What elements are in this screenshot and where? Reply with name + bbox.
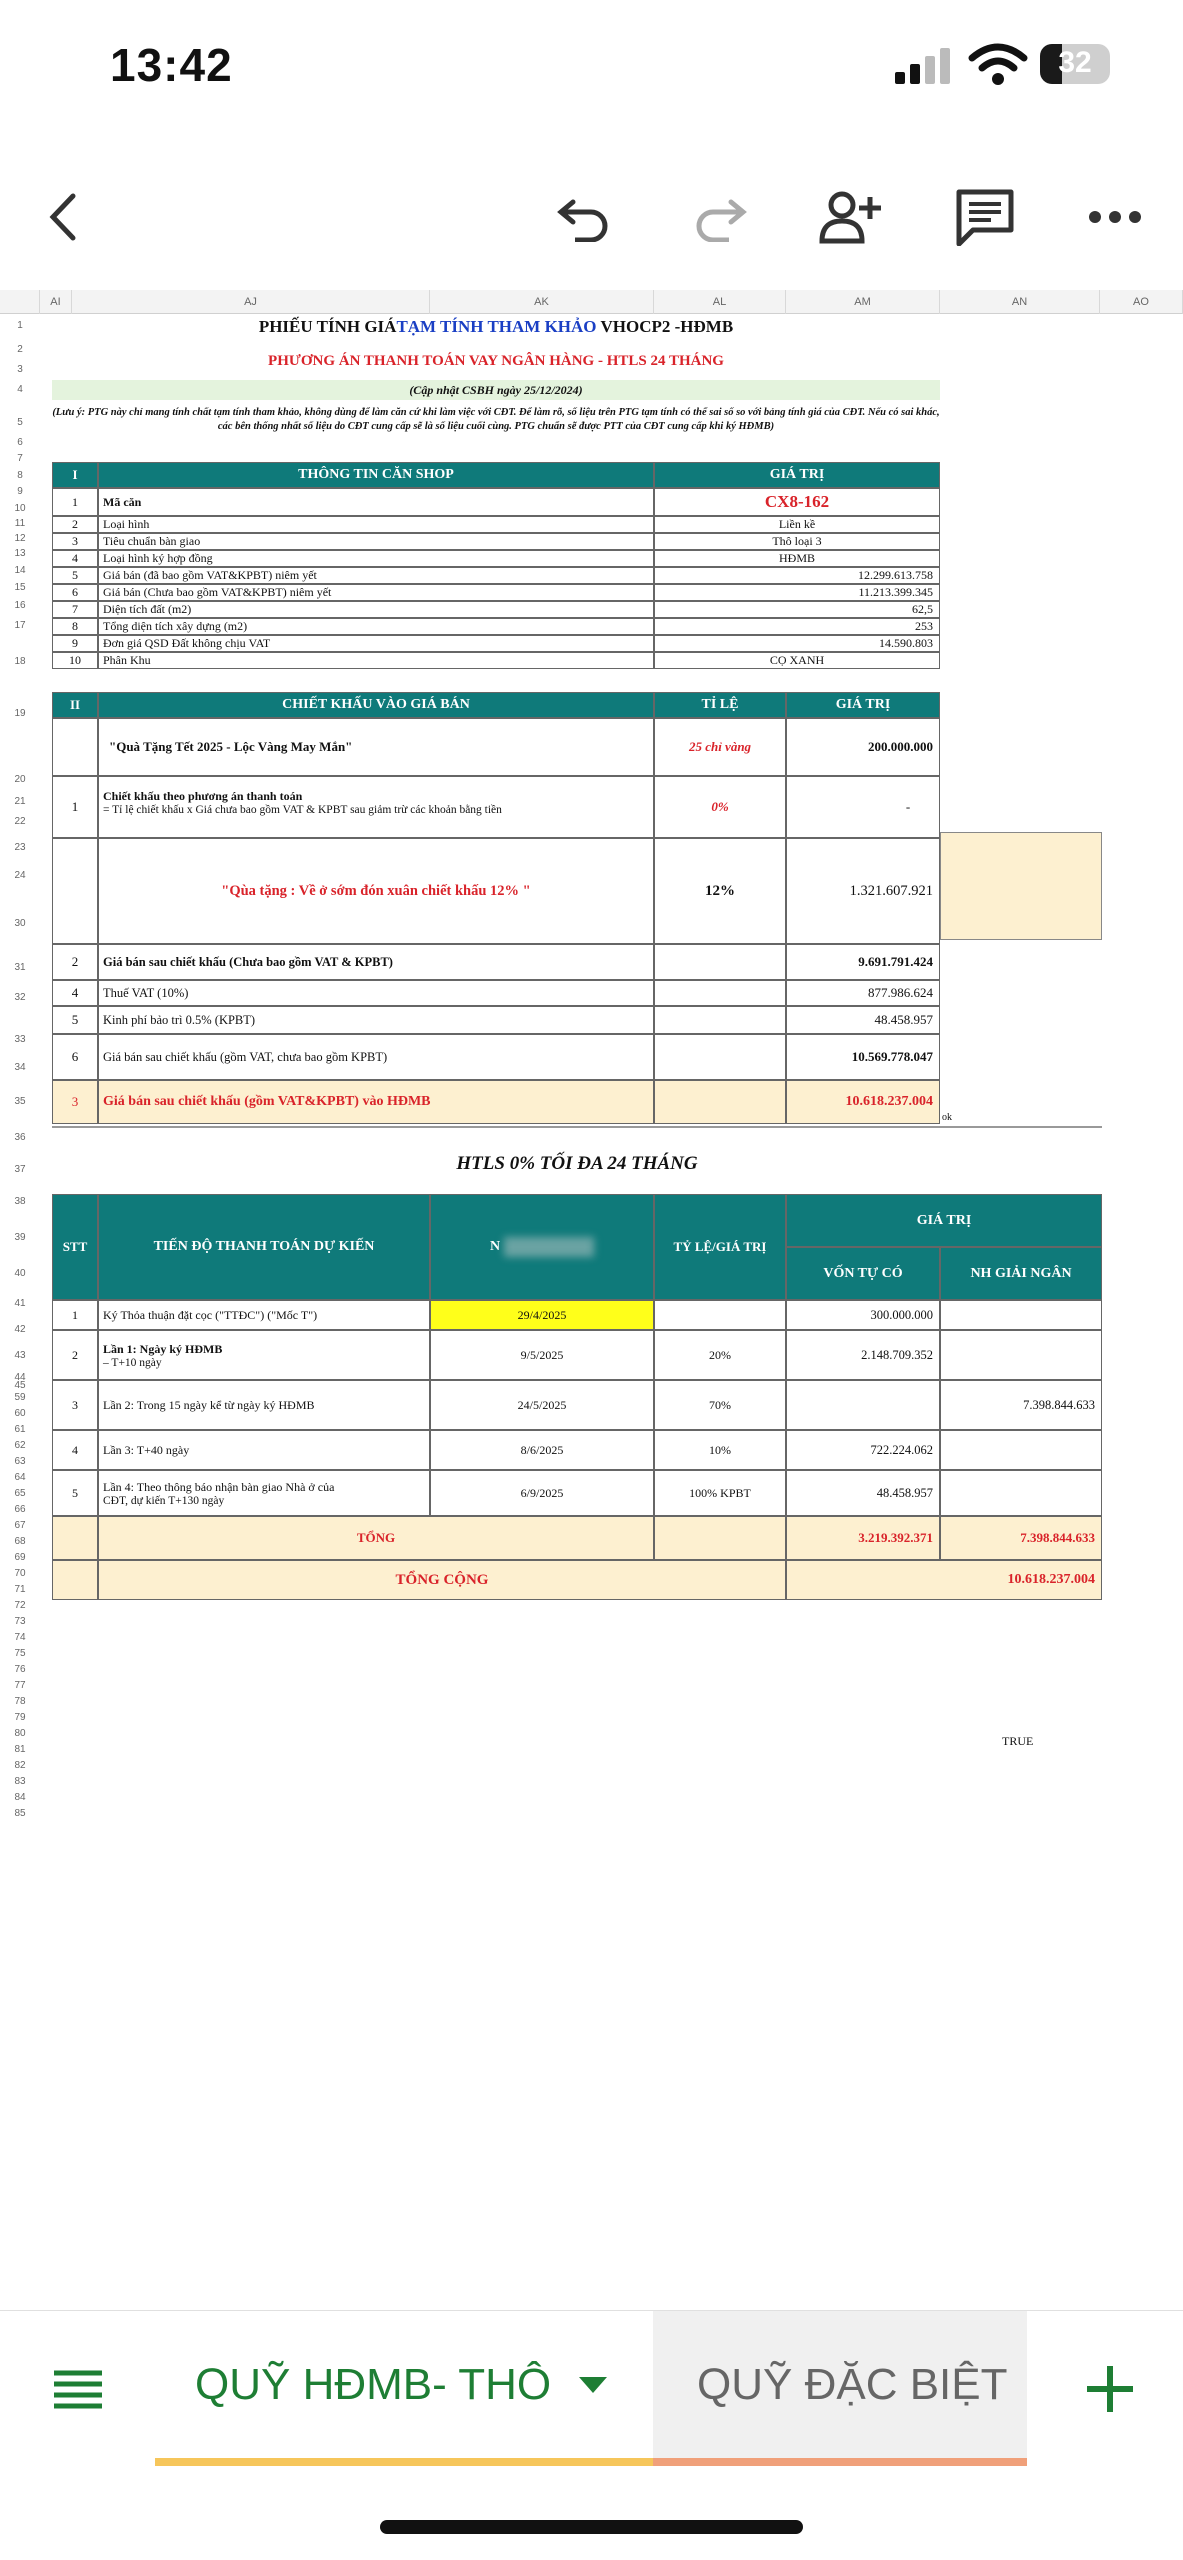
pay-discount-label: Chiết khấu theo phương án thanh toán bbox=[103, 789, 303, 803]
gift-rate: 25 chỉ vàng bbox=[654, 718, 786, 776]
rate-header: TỈ LỆ bbox=[654, 692, 786, 718]
date-header-text: N bbox=[489, 1239, 501, 1254]
info-row-value: 12.299.613.758 bbox=[654, 567, 940, 584]
section-2-header: CHIẾT KHẤU VÀO GIÁ BÁN bbox=[98, 692, 654, 718]
row-number[interactable]: 6 bbox=[17, 437, 23, 448]
info-row-label: Loại hình ký hợp đồng bbox=[98, 550, 654, 567]
battery-indicator bbox=[1040, 44, 1110, 84]
row-number[interactable]: 4 bbox=[17, 384, 23, 395]
row-number[interactable]: 65 bbox=[14, 1488, 26, 1499]
row-number[interactable]: 1 bbox=[17, 320, 23, 331]
info-row-label: Mã căn bbox=[98, 488, 654, 516]
column-header[interactable]: AK bbox=[430, 290, 654, 314]
grand-total-value: 10.618.237.004 bbox=[786, 1560, 1102, 1600]
row-number[interactable]: 81 bbox=[14, 1744, 26, 1755]
schedule-row-date[interactable]: 29/4/2025 bbox=[430, 1300, 654, 1330]
row-number[interactable]: 5 bbox=[17, 417, 23, 428]
schedule-row-date[interactable]: 6/9/2025 bbox=[430, 1470, 654, 1516]
info-row-label: Diện tích đất (m2) bbox=[98, 601, 654, 618]
info-row-num: 5 bbox=[52, 567, 98, 584]
row-number[interactable]: 63 bbox=[14, 1456, 26, 1467]
row-number[interactable]: 22 bbox=[14, 816, 26, 827]
true-cell[interactable]: TRUE bbox=[1002, 1734, 1034, 1748]
row-number[interactable]: 75 bbox=[14, 1648, 26, 1659]
column-header[interactable]: AL bbox=[654, 290, 786, 314]
row-number[interactable]: 31 bbox=[14, 962, 26, 973]
after-row-label: Giá bán sau chiết khấu (gồm VAT, chưa bao gồm KPBT) bbox=[98, 1034, 654, 1080]
column-header[interactable]: AI bbox=[40, 290, 72, 314]
undo-icon bbox=[557, 192, 613, 242]
early-gift-rate: 12% bbox=[654, 838, 786, 944]
info-row-label: Tiêu chuẩn bàn giao bbox=[98, 533, 654, 550]
undo-button[interactable] bbox=[550, 182, 620, 252]
pay-discount-num: 1 bbox=[52, 776, 98, 838]
section-1-header: THÔNG TIN CĂN SHOP bbox=[98, 462, 654, 488]
row-number[interactable]: 80 bbox=[14, 1728, 26, 1739]
schedule-row-label: Lần 4: Theo thông báo nhận bàn giao Nhà ở của bbox=[103, 1479, 335, 1494]
comment-button[interactable] bbox=[950, 182, 1020, 252]
row-number[interactable]: 38 bbox=[14, 1196, 26, 1207]
pay-discount-sub: = Tỉ lệ chiết khấu x Giá chưa bao gồm VAT & KPBT sau giảm trừ các khoản bằng tiền bbox=[103, 804, 502, 816]
after-row-value: 48.458.957 bbox=[786, 1006, 940, 1034]
schedule-row-own: 2.148.709.352 bbox=[786, 1330, 940, 1380]
row-number[interactable]: 15 bbox=[14, 582, 26, 593]
row-number[interactable]: 61 bbox=[14, 1424, 26, 1435]
person-add-icon bbox=[818, 189, 884, 245]
row-number[interactable]: 67 bbox=[14, 1520, 26, 1531]
schedule-row-date[interactable]: 8/6/2025 bbox=[430, 1430, 654, 1470]
after-row-rate bbox=[654, 1006, 786, 1034]
after-row-value: 9.691.791.424 bbox=[786, 944, 940, 980]
date-header bbox=[430, 1194, 654, 1300]
schedule-row-label: Lần 2: Trong 15 ngày kể từ ngày ký HĐMB bbox=[103, 1397, 315, 1412]
row-number[interactable]: 21 bbox=[14, 796, 26, 807]
value-header: GIÁ TRỊ bbox=[786, 1194, 1102, 1247]
info-row-num: 1 bbox=[52, 488, 98, 516]
row-number[interactable]: 17 bbox=[14, 620, 26, 631]
total-num-cell bbox=[52, 1516, 98, 1560]
pay-discount-cell bbox=[98, 776, 654, 838]
info-row-label: Phân Khu bbox=[98, 652, 654, 669]
row-number[interactable]: 42 bbox=[14, 1324, 26, 1335]
more-button[interactable] bbox=[1080, 182, 1150, 252]
row-number[interactable]: 71 bbox=[14, 1584, 26, 1595]
title-prefix: PHIẾU TÍNH GIÁ bbox=[258, 317, 397, 336]
tab-2-label: QUỸ ĐẶC BIỆT bbox=[697, 2359, 1008, 2409]
after-row-num: 2 bbox=[52, 944, 98, 980]
schedule-row-num: 4 bbox=[52, 1430, 98, 1470]
row-number[interactable]: 12 bbox=[14, 533, 26, 544]
tab-1-label: QUỸ HĐMB- THÔ bbox=[195, 2359, 552, 2409]
row-number[interactable]: 84 bbox=[14, 1792, 26, 1803]
row-number[interactable]: 14 bbox=[14, 565, 26, 576]
corner-cell bbox=[0, 290, 40, 314]
add-sheet-button[interactable] bbox=[1060, 2311, 1160, 2466]
schedule-row-num: 5 bbox=[52, 1470, 98, 1516]
rate-value-header: TỶ LỆ/GIÁ TRỊ bbox=[654, 1194, 786, 1300]
schedule-row-date[interactable]: 24/5/2025 bbox=[430, 1380, 654, 1430]
info-row-value: CX8-162 bbox=[654, 488, 940, 516]
cellular-signal-icon bbox=[895, 48, 951, 84]
sheet-title bbox=[52, 312, 940, 342]
clock: 13:42 bbox=[110, 39, 233, 91]
info-row-num: 10 bbox=[52, 652, 98, 669]
row-number[interactable]: 20 bbox=[14, 774, 26, 785]
column-header[interactable]: AM bbox=[786, 290, 940, 314]
info-row-num: 4 bbox=[52, 550, 98, 567]
info-row-value: Thô loại 3 bbox=[654, 533, 940, 550]
total-bank: 7.398.844.633 bbox=[940, 1516, 1102, 1560]
row-number[interactable]: 2 bbox=[17, 344, 23, 355]
section-2-number: II bbox=[52, 692, 98, 718]
chevron-left-icon bbox=[45, 192, 85, 242]
row-number[interactable]: 68 bbox=[14, 1536, 26, 1547]
info-row-label: Loại hình bbox=[98, 516, 654, 533]
schedule-row-bank bbox=[940, 1430, 1102, 1470]
info-row-num: 2 bbox=[52, 516, 98, 533]
schedule-row-own bbox=[786, 1380, 940, 1430]
row-number[interactable]: 44 bbox=[14, 1372, 26, 1383]
row-number[interactable]: 73 bbox=[14, 1616, 26, 1627]
row-number[interactable]: 8 bbox=[17, 470, 23, 481]
schedule-row-num: 2 bbox=[52, 1330, 98, 1380]
row-number[interactable]: 45 bbox=[14, 1380, 26, 1391]
schedule-row-rate: 10% bbox=[654, 1430, 786, 1470]
schedule-row-desc bbox=[98, 1470, 430, 1516]
comment-icon bbox=[955, 188, 1015, 246]
row-number[interactable]: 41 bbox=[14, 1298, 26, 1309]
row-number[interactable]: 60 bbox=[14, 1408, 26, 1419]
schedule-row-label: Lần 1: Ngày ký HĐMB bbox=[103, 1341, 223, 1356]
highlight-cell[interactable] bbox=[940, 832, 1102, 940]
schedule-title: HTLS 0% TỐI ĐA 24 THÁNG bbox=[456, 1153, 698, 1174]
grand-total-label: TỔNG CỘNG bbox=[98, 1560, 786, 1600]
frozen-divider bbox=[52, 1126, 1102, 1128]
final-num: 3 bbox=[52, 1080, 98, 1124]
final-label: Giá bán sau chiết khấu (gồm VAT&KPBT) vào HĐMB bbox=[98, 1080, 654, 1124]
row-number[interactable]: 64 bbox=[14, 1472, 26, 1483]
row-number[interactable]: 78 bbox=[14, 1696, 26, 1707]
row-number[interactable]: 79 bbox=[14, 1712, 26, 1723]
status-bar bbox=[0, 0, 1183, 130]
total-label: TỔNG bbox=[98, 1516, 654, 1560]
ok-text: ok bbox=[942, 1112, 952, 1123]
row-number[interactable]: 72 bbox=[14, 1600, 26, 1611]
plus-icon bbox=[1085, 2364, 1135, 2414]
after-row-value: 877.986.624 bbox=[786, 980, 940, 1006]
schedule-row-desc bbox=[98, 1380, 430, 1430]
early-gift-label: "Qùa tặng : Về ở sớm đón xuân chiết khấu 12% " bbox=[98, 838, 654, 944]
schedule-row-label: Ký Thỏa thuận đặt cọc ("TTĐC") ("Mốc T") bbox=[103, 1307, 318, 1322]
row-number[interactable]: 16 bbox=[14, 600, 26, 611]
schedule-row-bank bbox=[940, 1330, 1102, 1380]
info-row-value: CỌ XANH bbox=[654, 652, 940, 669]
schedule-row-desc bbox=[98, 1330, 430, 1380]
row-number[interactable]: 11 bbox=[14, 518, 26, 529]
grand-num-cell bbox=[52, 1560, 98, 1600]
stt-header: STT bbox=[52, 1194, 98, 1300]
info-row-num: 8 bbox=[52, 618, 98, 635]
title-highlight: TẠM TÍNH THAM KHẢO bbox=[396, 317, 597, 336]
blurred-region bbox=[504, 1237, 594, 1257]
info-row-label: Giá bán (Chưa bao gồm VAT&KPBT) niêm yết bbox=[98, 584, 654, 601]
row-number[interactable]: 36 bbox=[14, 1132, 26, 1143]
info-row-num: 6 bbox=[52, 584, 98, 601]
row-number[interactable]: 37 bbox=[14, 1164, 26, 1175]
own-capital-header: VỐN TỰ CÓ bbox=[786, 1247, 940, 1300]
row-number[interactable]: 69 bbox=[14, 1552, 26, 1563]
row-number[interactable]: 3 bbox=[17, 364, 23, 375]
row-number[interactable]: 83 bbox=[14, 1776, 26, 1787]
info-row-label: Tổng diện tích xây dựng (m2) bbox=[98, 618, 654, 635]
after-row-num: 4 bbox=[52, 980, 98, 1006]
menu-icon bbox=[52, 2369, 104, 2409]
column-header[interactable]: AN bbox=[940, 290, 1100, 314]
row-number[interactable]: 10 bbox=[14, 503, 26, 514]
section-2-value-header: GIÁ TRỊ bbox=[786, 692, 940, 718]
schedule-row-bank bbox=[940, 1470, 1102, 1516]
early-gift-value: 1.321.607.921 bbox=[786, 838, 940, 944]
gift-value: 200.000.000 bbox=[786, 718, 940, 776]
after-row-rate bbox=[654, 980, 786, 1006]
column-header[interactable]: AJ bbox=[72, 290, 430, 314]
redo-button[interactable] bbox=[684, 182, 754, 252]
row-number[interactable]: 62 bbox=[14, 1440, 26, 1451]
total-own: 3.219.392.371 bbox=[786, 1516, 940, 1560]
caret-down-icon[interactable] bbox=[579, 2377, 607, 2393]
after-row-rate bbox=[654, 1034, 786, 1080]
back-button[interactable] bbox=[30, 182, 100, 252]
schedule-row-sub: – T+10 ngày bbox=[103, 1356, 162, 1369]
row-number[interactable]: 24 bbox=[14, 870, 26, 881]
info-row-value: HĐMB bbox=[654, 550, 940, 567]
gift-label: "Quà Tặng Tết 2025 - Lộc Vàng May Mắn" bbox=[98, 718, 654, 776]
row-number[interactable]: 76 bbox=[14, 1664, 26, 1675]
share-button[interactable] bbox=[816, 182, 886, 252]
disclaimer-note: (Lưu ý: PTG này chỉ mang tính chất tạm tính tham khảo, không dùng để làm căn cứ khi làm việc với CĐT. Để làm rõ, số liệu trên PTG tạm tính có thể sai số so với bảng tính giá của CĐT. Nếu có sai khác, các bên thống nhất số liệu do CĐT cung cấp sẽ là số liệu cuối cùng. PTG chuẩn sẽ được PTT của CĐT cung cấp khi ký HĐMB) bbox=[52, 407, 940, 432]
row-number[interactable]: 23 bbox=[14, 842, 26, 853]
schedule-row-label: Lần 3: T+40 ngày bbox=[103, 1442, 190, 1457]
info-row-value: 253 bbox=[654, 618, 940, 635]
row-number[interactable]: 66 bbox=[14, 1504, 26, 1515]
schedule-row-own: 722.224.062 bbox=[786, 1430, 940, 1470]
row-number[interactable]: 19 bbox=[14, 708, 26, 719]
update-note: (Cập nhật CSBH ngày 25/12/2024) bbox=[52, 380, 940, 400]
after-row-label: Thuế VAT (10%) bbox=[98, 980, 654, 1006]
after-row-value: 10.569.778.047 bbox=[786, 1034, 940, 1080]
info-row-label: Giá bán (đã bao gồm VAT&KPBT) niêm yết bbox=[98, 567, 654, 584]
schedule-row-own: 300.000.000 bbox=[786, 1300, 940, 1330]
info-row-num: 3 bbox=[52, 533, 98, 550]
info-row-num: 7 bbox=[52, 601, 98, 618]
section-1-number: I bbox=[52, 462, 98, 488]
schedule-row-num: 1 bbox=[52, 1300, 98, 1330]
title-suffix: VHOCP2 -HĐMB bbox=[596, 317, 734, 336]
schedule-row-rate: 100% KPBT bbox=[654, 1470, 786, 1516]
after-row-label: Giá bán sau chiết khấu (Chưa bao gồm VAT & KPBT) bbox=[98, 944, 654, 980]
progress-header: TIẾN ĐỘ THANH TOÁN DỰ KIẾN bbox=[98, 1194, 430, 1300]
schedule-row-sub: CĐT, dự kiến T+130 ngày bbox=[103, 1494, 225, 1507]
info-row-num: 9 bbox=[52, 635, 98, 652]
schedule-row-bank bbox=[940, 1300, 1102, 1330]
row-number[interactable]: 85 bbox=[14, 1808, 26, 1819]
total-rate-cell bbox=[654, 1516, 786, 1560]
gift-num-cell bbox=[52, 718, 98, 776]
schedule-row-date[interactable]: 9/5/2025 bbox=[430, 1330, 654, 1380]
redo-icon bbox=[691, 192, 747, 242]
sheet-subtitle: PHƯƠNG ÁN THANH TOÁN VAY NGÂN HÀNG - HTLS 24 THÁNG bbox=[268, 352, 724, 369]
sheets-menu-button[interactable] bbox=[0, 2311, 155, 2466]
wifi-icon bbox=[968, 42, 1028, 86]
info-row-value: 62,5 bbox=[654, 601, 940, 618]
after-row-num: 6 bbox=[52, 1034, 98, 1080]
bank-disbursement-header: NH GIẢI NGÂN bbox=[940, 1247, 1102, 1300]
after-row-rate bbox=[654, 944, 786, 980]
row-number[interactable]: 9 bbox=[17, 486, 23, 497]
pay-discount-rate: 0% bbox=[654, 776, 786, 838]
row-number[interactable]: 74 bbox=[14, 1632, 26, 1643]
row-number[interactable]: 35 bbox=[14, 1096, 26, 1107]
after-row-num: 5 bbox=[52, 1006, 98, 1034]
row-number[interactable]: 13 bbox=[14, 548, 26, 559]
schedule-row-desc bbox=[98, 1300, 430, 1330]
row-number[interactable]: 70 bbox=[14, 1568, 26, 1579]
info-row-label: Đơn giá QSD Đất không chịu VAT bbox=[98, 635, 654, 652]
schedule-row-desc bbox=[98, 1430, 430, 1470]
row-number[interactable]: 18 bbox=[14, 656, 26, 667]
row-number[interactable]: 77 bbox=[14, 1680, 26, 1691]
row-number[interactable]: 7 bbox=[17, 453, 23, 464]
row-number[interactable]: 39 bbox=[14, 1232, 26, 1243]
spreadsheet-grid[interactable] bbox=[0, 290, 1183, 2310]
tab-quy-hdmb-tho[interactable] bbox=[155, 2311, 653, 2466]
battery-level: 32 bbox=[1058, 46, 1092, 79]
schedule-row-bank: 7.398.844.633 bbox=[940, 1380, 1102, 1430]
schedule-row-rate bbox=[654, 1300, 786, 1330]
sheets-toolbar bbox=[0, 160, 1183, 270]
row-number[interactable]: 30 bbox=[14, 918, 26, 929]
column-header[interactable]: AO bbox=[1100, 290, 1183, 314]
column-headers bbox=[0, 290, 1183, 314]
row-number[interactable]: 40 bbox=[14, 1268, 26, 1279]
schedule-row-own: 48.458.957 bbox=[786, 1470, 940, 1516]
info-row-value: Liền kề bbox=[654, 516, 940, 533]
info-row-value: 11.213.399.345 bbox=[654, 584, 940, 601]
row-number[interactable]: 82 bbox=[14, 1760, 26, 1771]
row-number[interactable]: 33 bbox=[14, 1034, 26, 1045]
schedule-row-rate: 70% bbox=[654, 1380, 786, 1430]
row-number[interactable]: 43 bbox=[14, 1350, 26, 1361]
more-horizontal-icon bbox=[1087, 209, 1143, 225]
info-row-value: 14.590.803 bbox=[654, 635, 940, 652]
row-number[interactable]: 59 bbox=[14, 1392, 26, 1403]
final-rate-cell bbox=[654, 1080, 786, 1124]
row-number[interactable]: 34 bbox=[14, 1062, 26, 1073]
final-value: 10.618.237.004 bbox=[786, 1080, 940, 1124]
schedule-row-rate: 20% bbox=[654, 1330, 786, 1380]
schedule-row-num: 3 bbox=[52, 1380, 98, 1430]
tab-quy-dac-biet[interactable] bbox=[653, 2311, 1027, 2466]
home-indicator bbox=[380, 2520, 803, 2534]
section-1-value-header: GIÁ TRỊ bbox=[654, 462, 940, 488]
early-num-cell bbox=[52, 838, 98, 944]
row-number[interactable]: 32 bbox=[14, 992, 26, 1003]
after-row-label: Kinh phí bảo trì 0.5% (KPBT) bbox=[98, 1006, 654, 1034]
pay-discount-value: - bbox=[786, 776, 940, 838]
